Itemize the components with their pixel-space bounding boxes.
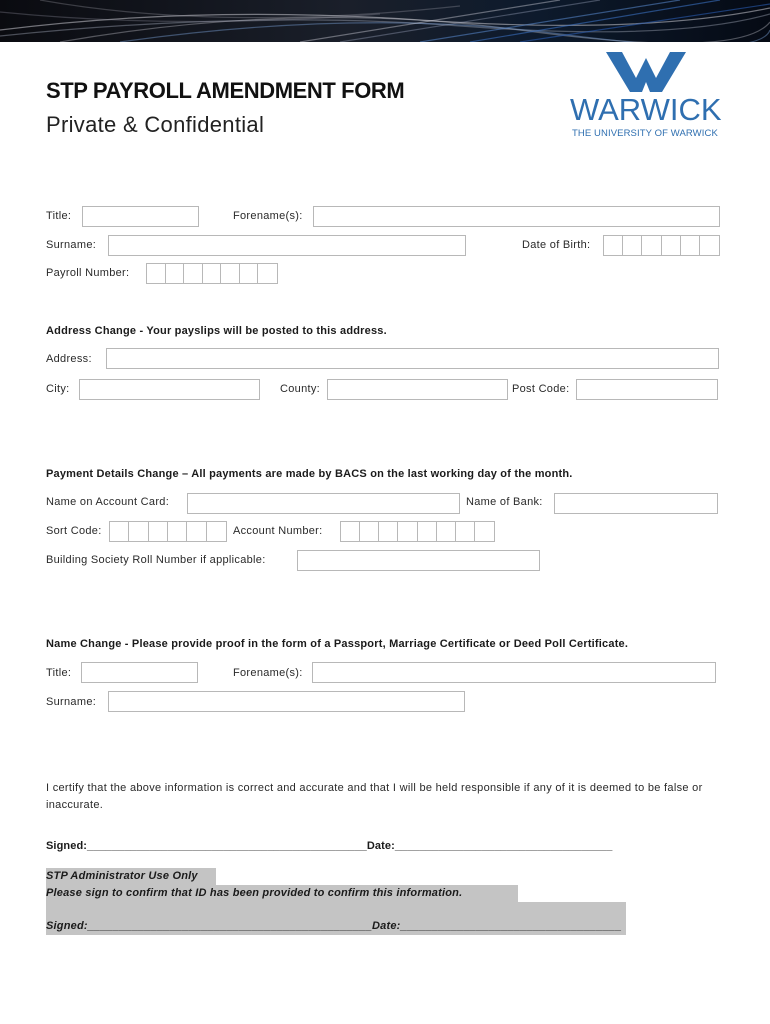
logo-tagline: THE UNIVERSITY OF WARWICK	[572, 128, 718, 139]
forenames-label: Forename(s):	[233, 210, 303, 222]
address-section-heading: Address Change - Your payslips will be posted to this address.	[46, 325, 387, 337]
account-name-field[interactable]	[187, 493, 460, 514]
county-label: County:	[280, 383, 321, 395]
declaration-text: I certify that the above information is correct and accurate and that I will be held responsible if any of it is deemed to be false or inaccurate.	[46, 782, 703, 811]
signature-date-line[interactable]: Signed:_____________________________________________Date:___________________________________	[46, 840, 613, 852]
payment-section-heading: Payment Details Change – All payments are made by BACS on the last working day of the month.	[46, 468, 573, 480]
admin-signature-date-line[interactable]: Signed:_____________________________________________Date:___________________________________	[46, 920, 622, 932]
new-forenames-label: Forename(s):	[233, 667, 303, 679]
payroll-number-label: Payroll Number:	[46, 267, 130, 279]
header-banner	[0, 0, 770, 42]
surname-label: Surname:	[46, 239, 97, 251]
new-forenames-field[interactable]	[312, 662, 716, 683]
account-number-label: Account Number:	[233, 525, 323, 537]
bank-name-field[interactable]	[554, 493, 718, 514]
page-subtitle: Private & Confidential	[46, 112, 265, 137]
warwick-logo	[568, 52, 723, 142]
roll-number-field[interactable]	[297, 550, 540, 571]
logo-wordmark: WARWICK	[570, 92, 722, 127]
dob-label: Date of Birth:	[522, 239, 591, 251]
address-field[interactable]	[106, 348, 719, 369]
title-label: Title:	[46, 210, 72, 222]
title-field[interactable]	[82, 206, 199, 227]
forenames-field[interactable]	[313, 206, 720, 227]
postcode-field[interactable]	[576, 379, 718, 400]
city-label: City:	[46, 383, 70, 395]
warwick-logo-mark-icon	[606, 52, 686, 94]
county-field[interactable]	[327, 379, 508, 400]
surname-field[interactable]	[108, 235, 466, 256]
account-name-label: Name on Account Card:	[46, 496, 170, 508]
banner-graphic	[0, 0, 770, 42]
sort-code-field[interactable]	[109, 521, 227, 542]
new-title-field[interactable]	[81, 662, 198, 683]
new-surname-label: Surname:	[46, 696, 97, 708]
address-label: Address:	[46, 353, 92, 365]
name-change-section-heading: Name Change - Please provide proof in the form of a Passport, Marriage Certificate or Deed Poll Certificate.	[46, 638, 629, 650]
roll-number-label: Building Society Roll Number if applicable:	[46, 554, 266, 566]
admin-instruction: Please sign to confirm that ID has been provided to confirm this information.	[46, 887, 463, 899]
postcode-label: Post Code:	[512, 383, 570, 395]
new-title-label: Title:	[46, 667, 72, 679]
bank-name-label: Name of Bank:	[466, 496, 543, 508]
new-surname-field[interactable]	[108, 691, 465, 712]
dob-field[interactable]	[603, 235, 720, 256]
page-title: STP PAYROLL AMENDMENT FORM	[46, 78, 405, 103]
sort-code-label: Sort Code:	[46, 525, 102, 537]
admin-heading: STP Administrator Use Only	[46, 870, 198, 882]
payroll-number-field[interactable]	[146, 263, 278, 284]
account-number-field[interactable]	[340, 521, 495, 542]
city-field[interactable]	[79, 379, 260, 400]
